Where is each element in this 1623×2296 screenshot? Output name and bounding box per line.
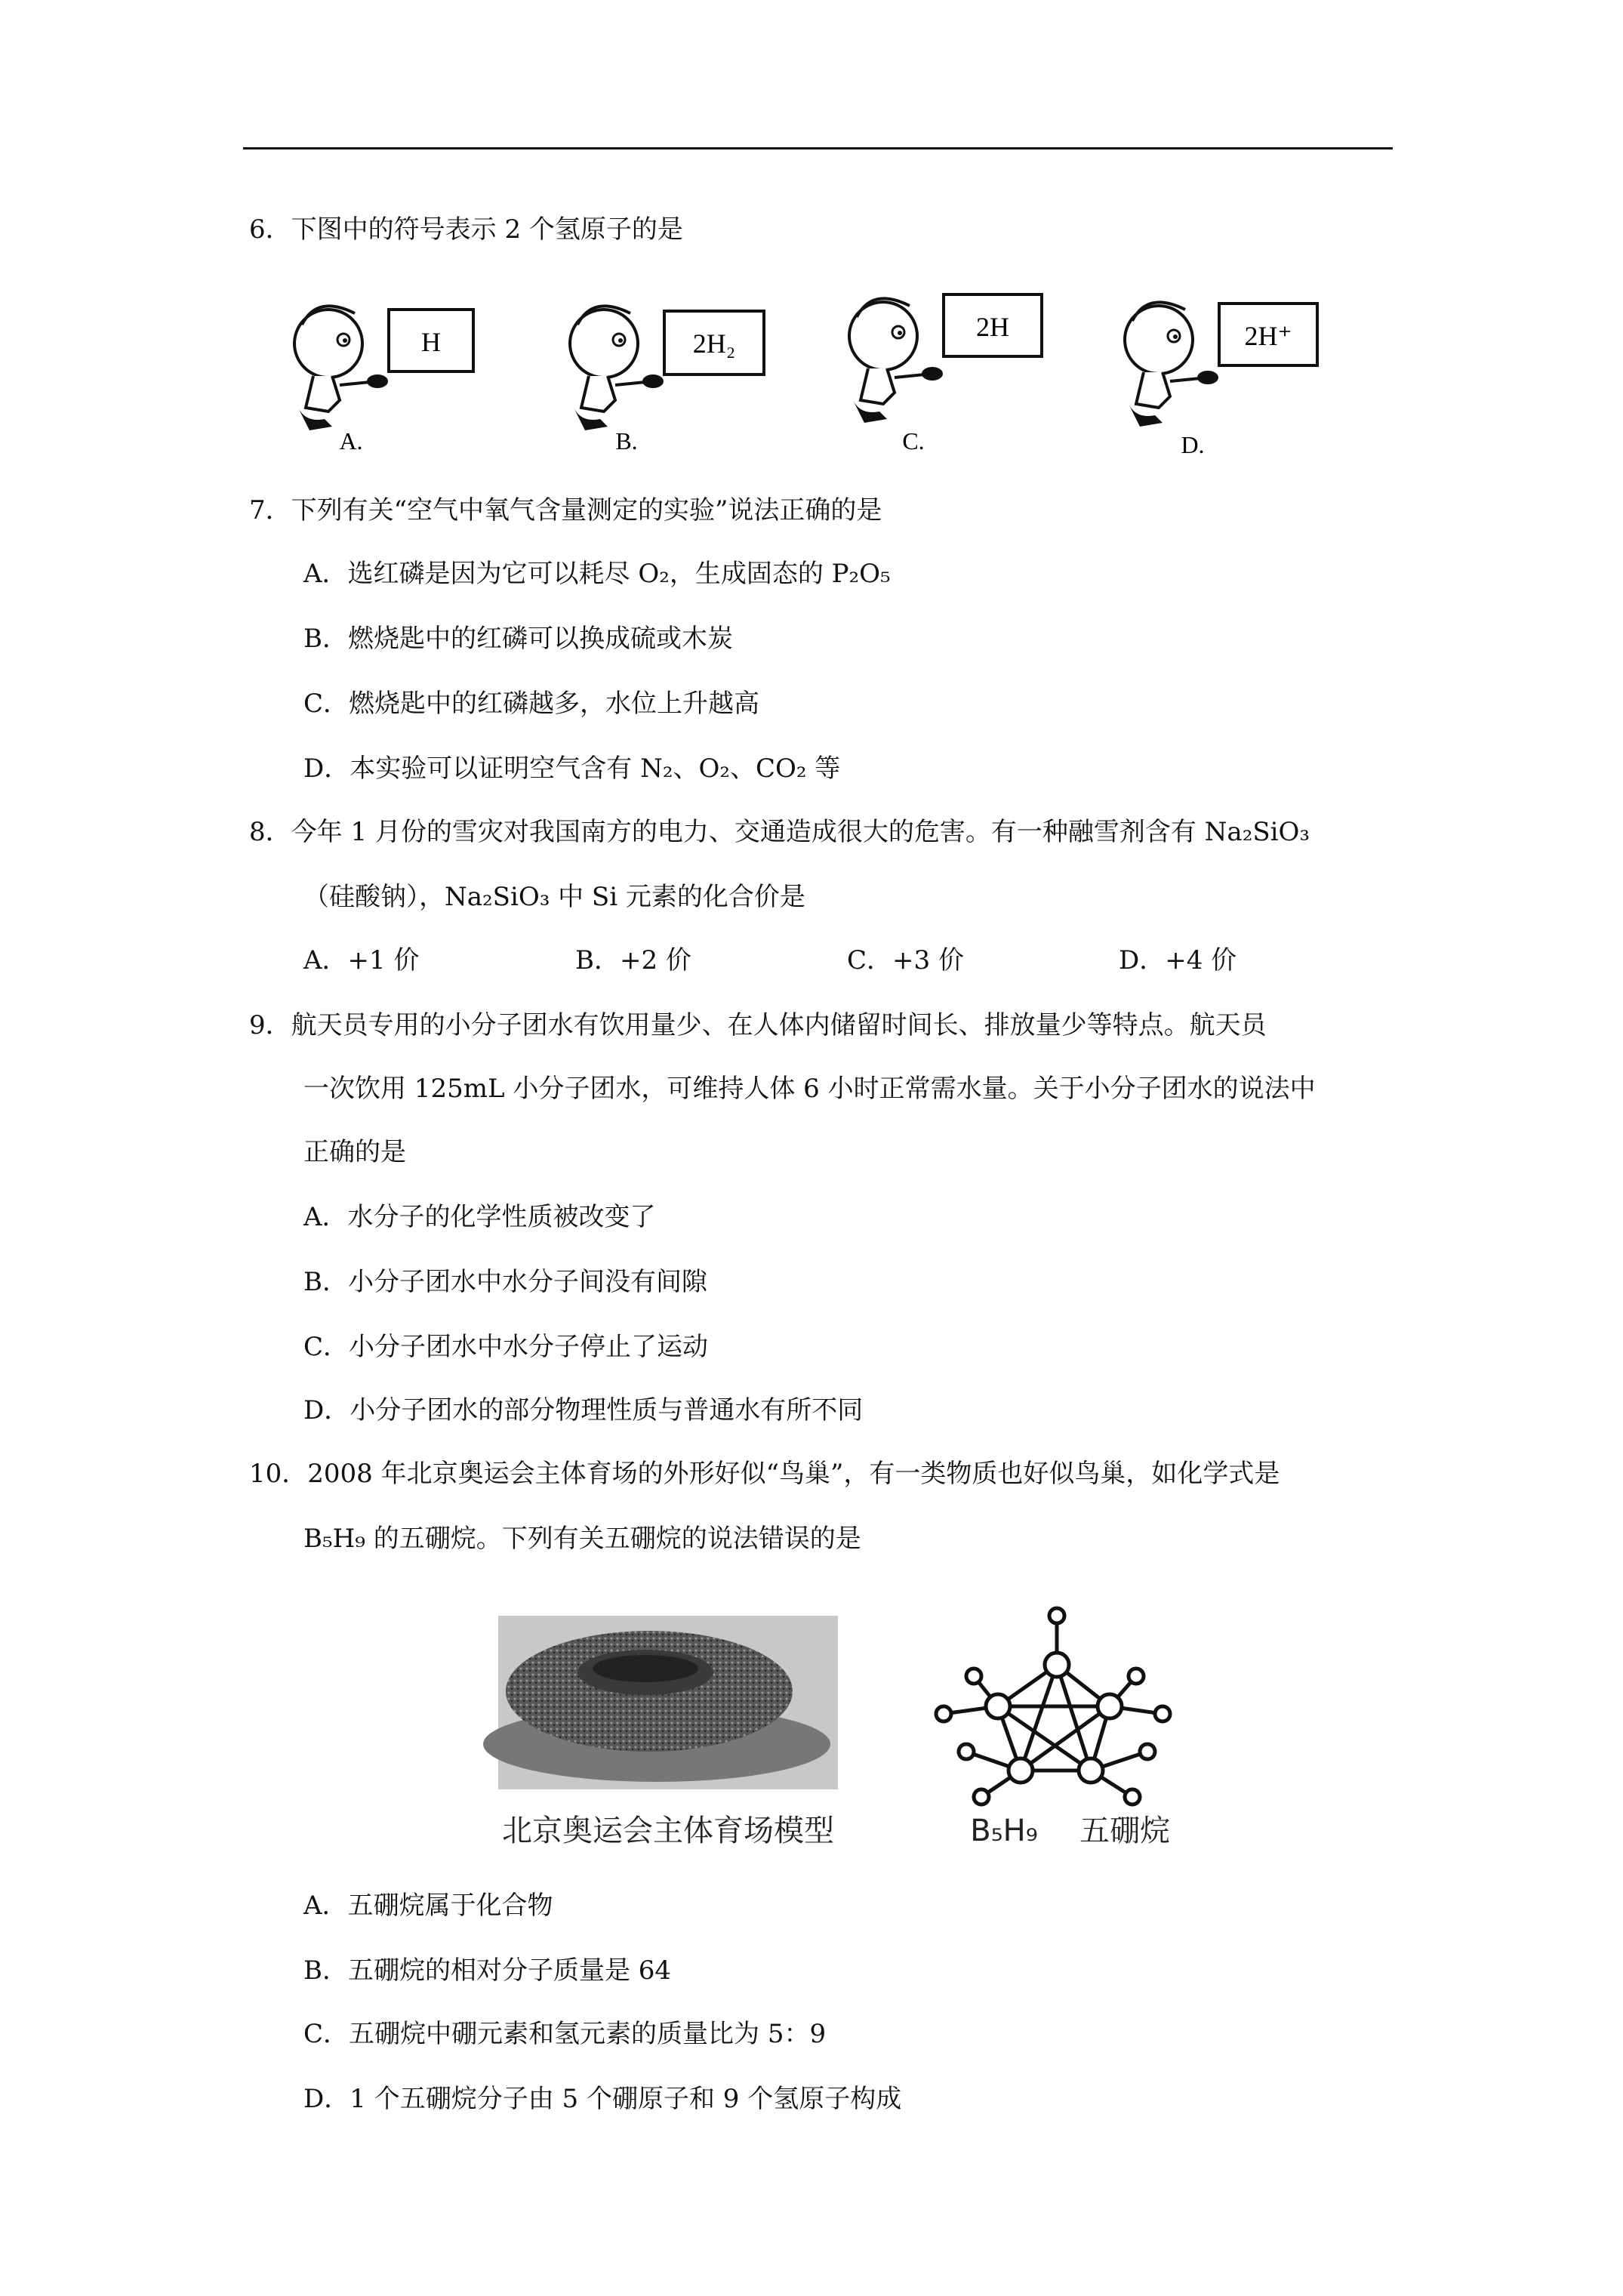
- card-a: [294, 306, 473, 455]
- card-d-letter: D.: [1181, 431, 1205, 458]
- q8-line1: 8．今年 1 月份的雪灾对我国南方的电力、交通造成很大的危害。有一种融雪剂含有 Na₂SiO₃: [249, 817, 1310, 847]
- q6-stem: 6．下图中的符号表示 2 个氢原子的是: [249, 214, 683, 245]
- q9-line2: 一次饮用 125mL 小分子团水，可维持人体 6 小时正常需水量。关于小分子团水的说法中: [303, 1074, 1316, 1104]
- card-c-symbol: 2H: [976, 312, 1009, 342]
- pentaborane-formula: B₅H₉: [970, 1814, 1038, 1848]
- card-b-symbol: 2H₂: [692, 328, 736, 359]
- q9-line3: 正确的是: [303, 1137, 406, 1167]
- q10-option-c: C．五硼烷中硼元素和氢元素的质量比为 5：9: [303, 2019, 827, 2049]
- q7-option-d: D．本实验可以证明空气含有 N₂、O₂、CO₂ 等: [303, 754, 841, 784]
- q8-line2: （硅酸钠），Na₂SiO₃ 中 Si 元素的化合价是: [303, 882, 805, 912]
- card-a-letter: A.: [339, 427, 363, 455]
- q7-stem: 7．下列有关“空气中氧气含量测定的实验”说法正确的是: [249, 495, 882, 525]
- q7-option-b: B．燃烧匙中的红磷可以换成硫或木炭: [303, 624, 733, 654]
- q8-option-a: A．+1 价: [303, 945, 420, 975]
- q8-option-d: D．+4 价: [1119, 945, 1237, 975]
- q9-option-a: A．水分子的化学性质被改变了: [303, 1202, 656, 1232]
- q10-figure: [453, 1601, 1208, 1857]
- q9-option-b: B．小分子团水中水分子间没有间隙: [303, 1267, 707, 1297]
- header-rule: [243, 147, 1393, 149]
- q10-line2: B₅H₉ 的五硼烷。下列有关五硼烷的说法错误的是: [303, 1524, 861, 1554]
- card-d: [1125, 302, 1317, 458]
- q6-figure: [287, 279, 1344, 468]
- pentaborane-caption: 五硼烷: [1079, 1814, 1170, 1848]
- card-d-symbol: 2H⁺: [1244, 321, 1292, 351]
- q8-option-b: B．+2 价: [575, 945, 691, 975]
- q8-option-c: C．+3 价: [847, 945, 964, 975]
- q9-option-c: C．小分子团水中水分子停止了运动: [303, 1332, 709, 1362]
- q9-line1: 9．航天员专用的小分子团水有饮用量少、在人体内储留时间长、排放量少等特点。航天员: [249, 1010, 1267, 1040]
- q7-option-c: C．燃烧匙中的红磷越多，水位上升越高: [303, 689, 760, 719]
- q10-option-b: B．五硼烷的相对分子质量是 64: [303, 1955, 672, 1986]
- q7-option-a: A．选红磷是因为它可以耗尽 O₂，生成固态的 P₂O₅: [303, 559, 891, 589]
- stadium-model-photo: [483, 1616, 838, 1789]
- q8-options: [303, 944, 1390, 977]
- q10-line1: 10．2008 年北京奥运会主体育场的外形好似“鸟巢”，有一类物质也好似鸟巢，如化学式是: [249, 1459, 1280, 1489]
- q9-option-d: D．小分子团水的部分物理性质与普通水有所不同: [303, 1395, 864, 1425]
- card-b: [570, 306, 764, 455]
- card-b-letter: B.: [615, 427, 638, 455]
- card-c: [849, 294, 1042, 455]
- card-a-symbol: H: [421, 327, 441, 357]
- card-c-letter: C.: [902, 427, 925, 455]
- q10-option-d: D．1 个五硼烷分子由 5 个硼原子和 9 个氢原子构成: [303, 2084, 902, 2114]
- stadium-caption: 北京奥运会主体育场模型: [502, 1814, 834, 1848]
- pentaborane-structure: [936, 1608, 1170, 1804]
- q10-option-a: A．五硼烷属于化合物: [303, 1891, 553, 1921]
